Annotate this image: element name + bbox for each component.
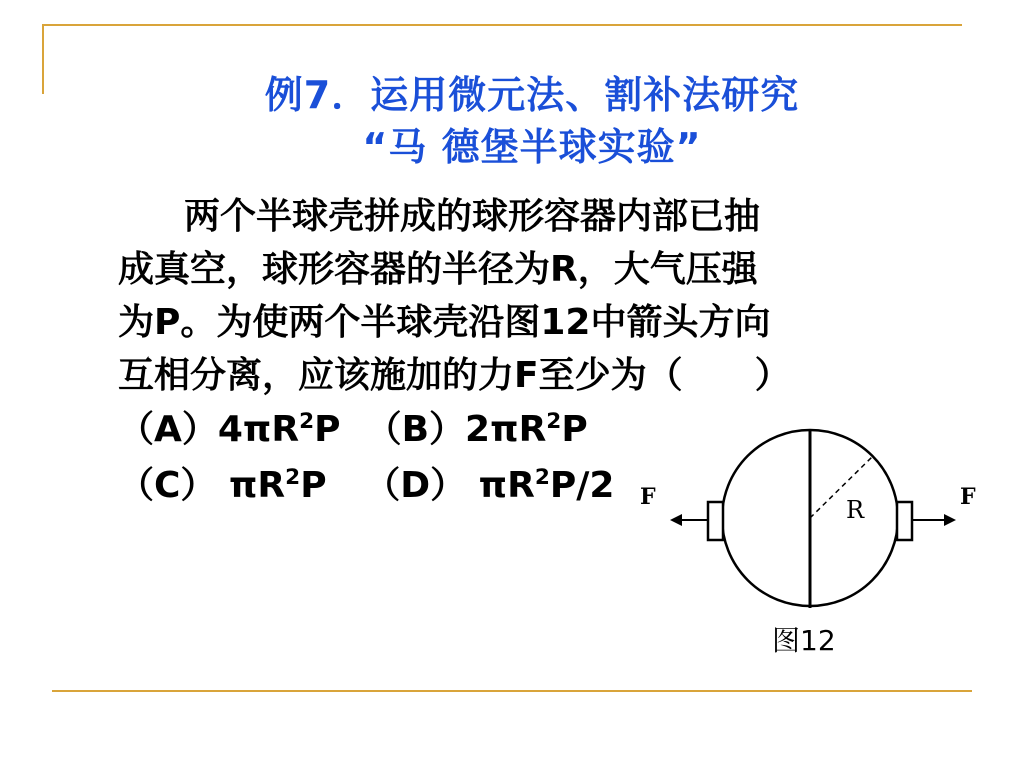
frame-bottom-line — [52, 690, 972, 692]
option-a: $(A)4\pi R^2P$ — [118, 409, 341, 450]
frame-top-line — [42, 24, 962, 26]
left-force-label: F — [640, 484, 656, 510]
radius-label: R — [846, 496, 865, 524]
option-d: （D） $\pi R^2P/2$ — [364, 465, 615, 506]
magdeburg-hemisphere-diagram — [630, 420, 1010, 670]
option-c: （C） $\pi R^2P$ — [118, 465, 327, 506]
right-handle — [897, 502, 912, 540]
figure-caption: 图12 — [772, 624, 836, 657]
option-b: $(B)2\pi R^2P$ — [365, 409, 588, 450]
problem-text-line-2: 成真空，球形容器的半径为R，大气压强 — [118, 249, 758, 290]
options-row-2 — [118, 466, 614, 506]
right-force-label: F — [960, 484, 976, 510]
slide-title: 例7．运用微元法、割补法研究 — [264, 73, 800, 117]
options-row-1 — [118, 410, 588, 450]
problem-text-line-4: 互相分离，应该施加的力F至少为（ ） — [118, 355, 791, 396]
left-handle — [708, 502, 723, 540]
slide-subtitle: “马 德堡半球实验” — [362, 125, 702, 169]
problem-text-line-3: 为P。为使两个半球壳沿图12中箭头方向 — [118, 302, 771, 343]
problem-text-line-1: 两个半球壳拼成的球形容器内部已抽 — [184, 196, 761, 237]
